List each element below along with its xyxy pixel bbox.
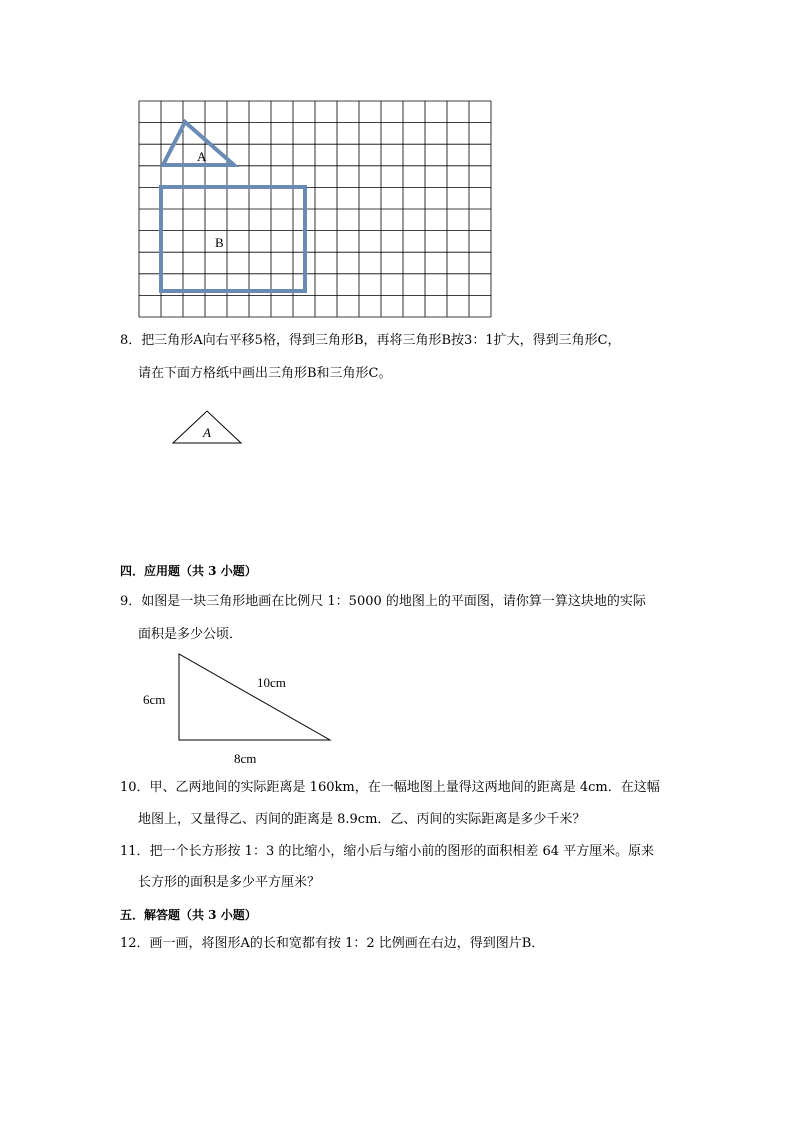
grid-lines [139,101,491,317]
shape-a-label: A [197,149,207,164]
question-9-line2: 面积是多少公顷． [138,627,243,642]
right-triangle-figure [136,646,346,770]
section-4-title: 四．应用题（共 3 小题） [120,564,257,578]
question-number: 11． [120,844,150,859]
grid-figure [130,95,502,323]
question-number: 12． [120,936,150,951]
question-10-line2: 地图上，又量得乙、丙间的距离是 8.9cm．乙、丙间的实际距离是多少千米？ [138,812,586,827]
question-number: 9． [120,594,142,609]
side-left-label: 6cm [143,692,166,707]
triangle-a-label: A [203,425,211,440]
question-text-line1: 画一画，将图形A的长和宽都有按 1：2 比例画在右边，得到图片B． [149,936,545,951]
triangle-a-figure [170,408,246,448]
shape-b-label: B [215,235,224,250]
question-8-line2: 请在下面方格纸中画出三角形B和三角形C。 [138,366,392,381]
right-triangle [179,654,330,740]
section-5-title: 五．解答题（共 3 小题） [120,908,257,922]
side-bottom-label: 8cm [234,751,257,766]
question-text-line1: 甲、乙两地间的实际距离是 160km，在一幅地图上量得这两地间的距离是 4cm．在这幅 [149,780,660,795]
question-number: 8． [120,333,142,348]
question-number: 10． [120,780,150,795]
question-12 [120,934,544,954]
question-8 [120,331,621,351]
question-11-line2: 长方形的面积是多少平方厘米？ [138,875,321,890]
question-text-line1: 把三角形A向右平移5格，得到三角形B，再将三角形B按3：1扩大，得到三角形C， [141,333,621,348]
question-11 [120,842,654,862]
question-10 [120,778,660,798]
question-text-line1: 把一个长方形按 1：3 的比缩小，缩小后与缩小前的图形的面积相差 64 平方厘米。原来 [149,844,655,859]
question-text-line1: 如图是一块三角形地画在比例尺 1：5000 的地图上的平面图，请你算一算这块地的实际 [141,594,646,609]
question-9 [120,592,646,612]
side-hypotenuse-label: 10cm [257,675,286,690]
